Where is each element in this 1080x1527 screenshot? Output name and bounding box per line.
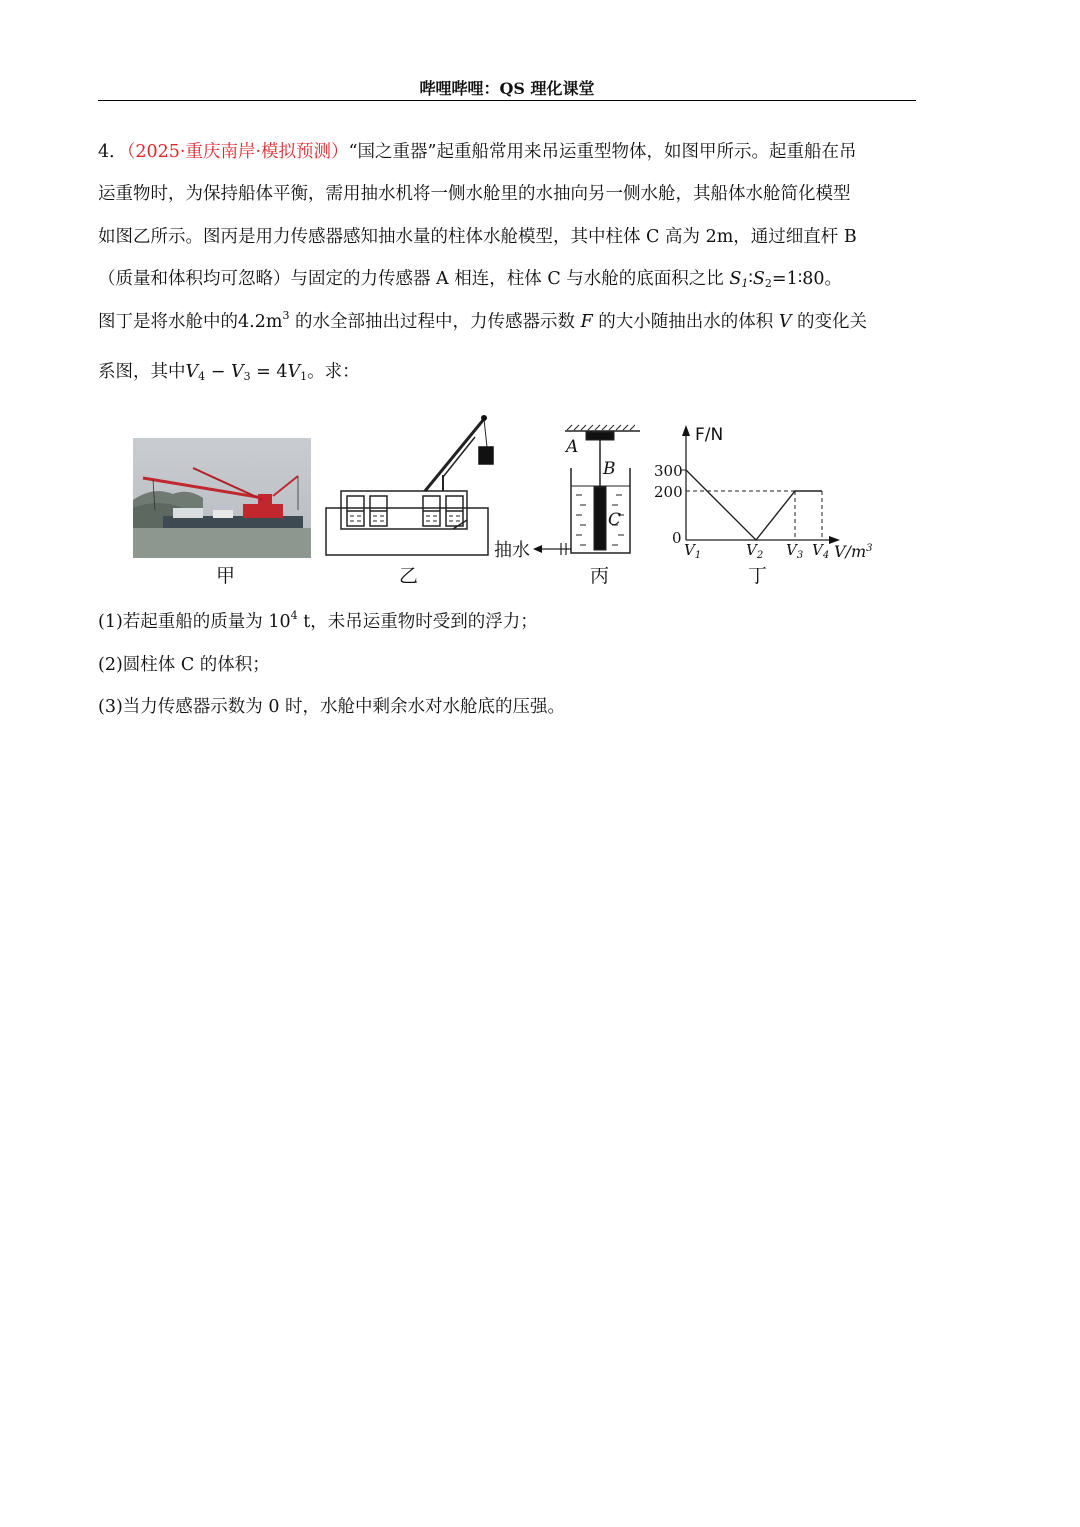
- question-line-1: [98, 141, 928, 163]
- caption-jia: 甲: [216, 565, 236, 587]
- label-pump: 抽水: [494, 540, 530, 561]
- question-line-5: [98, 311, 928, 333]
- line-6-text: 系图，其中: [98, 362, 186, 382]
- caption-ding: 丁: [748, 565, 768, 587]
- label-b: B: [603, 459, 616, 479]
- ratio-colon: ∶: [748, 269, 753, 289]
- sub-question-1: [98, 608, 538, 633]
- y-tick-0: 0: [672, 529, 682, 547]
- header-divider: [98, 100, 916, 101]
- s1-subscript: 1: [741, 277, 749, 290]
- s2-symbol: S: [752, 269, 765, 289]
- line-5-text: 图丁是将水舱中的4.2m: [98, 312, 283, 332]
- line-5-mid2: 的大小随抽出水的体积: [592, 312, 779, 332]
- line-6-end: 。求：: [307, 362, 360, 382]
- x-tick-v3: $V_3$: [786, 541, 804, 561]
- volume-unit-sup: 3: [282, 309, 290, 322]
- y-tick-200: 200: [654, 483, 683, 501]
- question-line-6: [98, 361, 928, 383]
- sensor-tank-model: [533, 425, 640, 555]
- question-line-2: 运重物时，为保持船体平衡，需用抽水机将一侧水舱里的水抽向另一侧水舱，其船体水舱简化模型: [98, 184, 851, 204]
- ship-tank-model: [326, 415, 493, 555]
- volume-symbol: V: [778, 312, 792, 332]
- caption-bing: 丙: [590, 565, 610, 587]
- s1-symbol: S: [729, 269, 742, 289]
- eq-v1: V: [287, 362, 301, 382]
- eq-minus: −: [205, 362, 231, 382]
- line-5-mid: 的水全部抽出过程中，力传感器示数: [289, 312, 581, 332]
- x-tick-v2: $V_2$: [746, 541, 764, 561]
- x-tick-v4: $V_4$: [812, 541, 830, 561]
- question-source: （2025·重庆南岸·模拟预测）: [126, 142, 349, 162]
- force-symbol: F: [580, 312, 593, 332]
- ratio-value: =1∶80。: [771, 269, 843, 289]
- line-4-text: （质量和体积均可忽略）与固定的力传感器 A 相连，柱体 C 与水舱的底面积之比: [98, 269, 730, 289]
- eq-equals: = 4: [250, 362, 288, 382]
- question-line-4: [98, 268, 928, 290]
- caption-yi: 乙: [399, 565, 419, 587]
- label-a: A: [566, 437, 579, 457]
- question-line-1-text: “国之重器”起重船常用来吊运重型物体，如图甲所示。起重船在吊: [348, 142, 857, 162]
- eq-v3: V: [230, 362, 244, 382]
- graph-x-axis-label: $V/m^3$: [834, 542, 873, 561]
- eq-v3-sub: 3: [243, 370, 251, 383]
- eq-v4: V: [185, 362, 199, 382]
- sub-question-2: (2)圆柱体 C 的体积；: [98, 655, 270, 675]
- s2-subscript: 2: [764, 277, 772, 290]
- question-line-3: 如图乙所示。图丙是用力传感器感知抽水量的柱体水舱模型，其中柱体 C 高为 2m，通过细直杆 B: [98, 227, 857, 247]
- page-header: 哔哩哔哩：QS 理化课堂: [419, 79, 595, 98]
- x-tick-v1: $V_1$: [684, 541, 702, 561]
- label-c: C: [608, 510, 622, 530]
- question-number: 4．: [98, 142, 127, 162]
- eq-v1-sub: 1: [300, 370, 308, 383]
- y-tick-300: 300: [654, 462, 683, 480]
- sub-question-3: (3)当力传感器示数为 0 时，水舱中剩余水对水舱底的压强。: [98, 697, 566, 717]
- graph-y-axis-label: F/N: [695, 425, 724, 445]
- q1-text: (1)若起重船的质量为 10: [98, 612, 291, 632]
- figure-diagrams: [0, 405, 1080, 595]
- eq-v4-sub: 4: [198, 370, 206, 383]
- line-5-end: 的变化关: [791, 312, 868, 332]
- q1-text-end: t，未吊运重物时受到的浮力；: [297, 612, 538, 632]
- condition-equation: [186, 362, 308, 382]
- q1-exponent: 4: [290, 609, 298, 622]
